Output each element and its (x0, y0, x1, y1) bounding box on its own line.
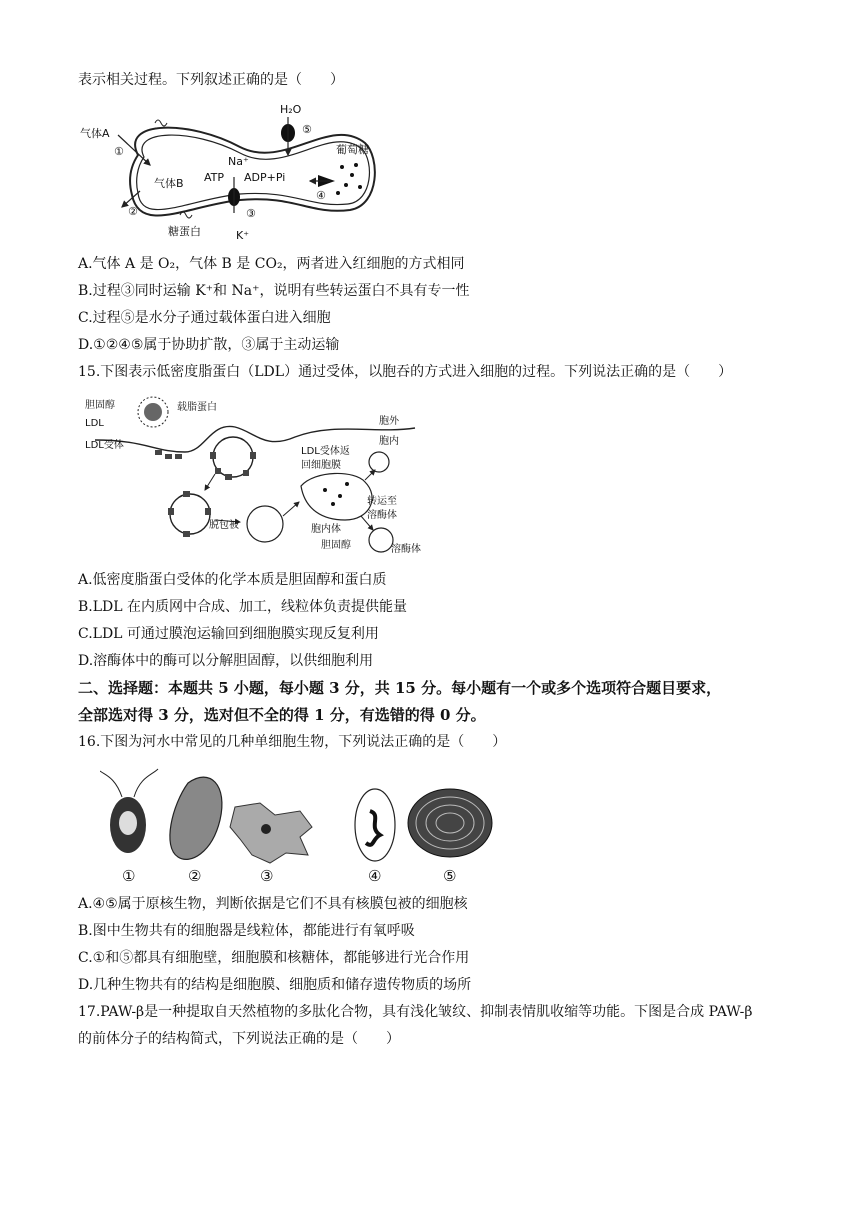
q16-option-b: B.图中生物共有的细胞器是线粒体，都能进行有氧呼吸 (78, 923, 415, 939)
label-uncoat: 脱包被 (209, 520, 239, 531)
label-transfer2: 溶酶体 (367, 510, 397, 521)
q16-organisms-figure (100, 765, 500, 887)
organism-label-3: ③ (260, 867, 274, 885)
label-outside: 胞外 (379, 416, 399, 427)
label-return1: LDL受体返 (301, 446, 350, 457)
label-h2o: H₂O (280, 103, 302, 116)
label-return2: 回细胞膜 (301, 460, 341, 471)
label-gas-b: 气体B (154, 177, 184, 190)
section2-line2: 全部选对得 3 分，选对但不全的得 1 分，有选错的得 0 分。 (78, 706, 486, 724)
label-apolipoprotein: 载脂蛋白 (177, 402, 217, 413)
q14-option-b: B.过程③同时运输 K⁺和 Na⁺，说明有些转运蛋白不具有专一性 (78, 283, 470, 299)
organism-label-5: ⑤ (443, 867, 457, 885)
q15-stem: 15.下图表示低密度脂蛋白（LDL）通过受体，以胞吞的方式进入细胞的过程。下列说法正确的是（ ） (78, 364, 733, 380)
label-endosome: 胞内体 (311, 524, 341, 535)
q14-stem-tail: 表示相关过程。下列叙述正确的是（ ） (78, 72, 344, 88)
q15-option-d: D.溶酶体中的酶可以分解胆固醇，以供细胞利用 (78, 653, 374, 669)
q16-option-a: A.④⑤属于原核生物，判断依据是它们不具有核膜包被的细胞核 (78, 896, 468, 912)
q15-option-a: A.低密度脂蛋白受体的化学本质是胆固醇和蛋白质 (78, 572, 387, 588)
q16-stem: 16.下图为河水中常见的几种单细胞生物，下列说法正确的是（ ） (78, 734, 507, 750)
q14-option-c: C.过程⑤是水分子通过载体蛋白进入细胞 (78, 310, 331, 326)
q17-line2: 的前体分子的结构简式，下列说法正确的是（ ） (78, 1031, 400, 1047)
organism-label-4: ④ (368, 867, 382, 885)
label-lysosome: 溶酶体 (391, 544, 421, 555)
q14-option-a: A.气体 A 是 O₂，气体 B 是 CO₂，两者进入红细胞的方式相同 (78, 256, 465, 272)
organism-label-2: ② (188, 867, 202, 885)
label-na: Na⁺ (228, 155, 249, 168)
label-circle4: ④ (316, 189, 326, 202)
label-glycoprotein: 糖蛋白 (168, 225, 201, 238)
label-ldl: LDL (85, 418, 104, 429)
q14-option-d: D.①②④⑤属于协助扩散，③属于主动运输 (78, 337, 340, 353)
label-ldl-receptor: LDL受体 (85, 440, 124, 451)
label-cholesterol: 胆固醇 (85, 400, 115, 411)
section2-line1: 二、选择题：本题共 5 小题，每小题 3 分，共 15 分。每小题有一个或多个选项符合题目要求， (78, 679, 722, 697)
label-cholesterol2: 胆固醇 (321, 540, 351, 551)
q16-option-d: D.几种生物共有的结构是细胞膜、细胞质和储存遗传物质的场所 (78, 977, 472, 993)
label-k: K⁺ (236, 229, 250, 242)
label-inside: 胞内 (379, 436, 399, 447)
q15-option-b: B.LDL 在内质网中合成、加工，线粒体负责提供能量 (78, 599, 408, 615)
label-transfer1: 转运至 (367, 496, 397, 507)
label-circle1: ① (114, 145, 124, 158)
q14-erythrocyte-diagram (80, 95, 400, 245)
label-gas-a: 气体A (80, 127, 110, 140)
label-glucose: 葡萄糖 (336, 143, 369, 156)
q15-option-c: C.LDL 可通过膜泡运输回到细胞膜实现反复利用 (78, 626, 379, 642)
label-atp: ATP (204, 171, 225, 184)
q16-option-c: C.①和⑤都具有细胞壁，细胞膜和核糖体，都能够进行光合作用 (78, 950, 470, 966)
q17-line1: 17.PAW-β是一种提取自天然植物的多肽化合物，具有浅化皱纹、抑制表情肌收缩等功能。下图是合成 PAW-β (78, 1004, 753, 1020)
label-adp: ADP+Pi (244, 171, 286, 184)
organism-label-1: ① (122, 867, 136, 885)
label-circle2: ② (128, 205, 138, 218)
label-circle5: ⑤ (302, 123, 312, 136)
q15-ldl-diagram (85, 392, 435, 560)
label-circle3: ③ (246, 207, 256, 220)
